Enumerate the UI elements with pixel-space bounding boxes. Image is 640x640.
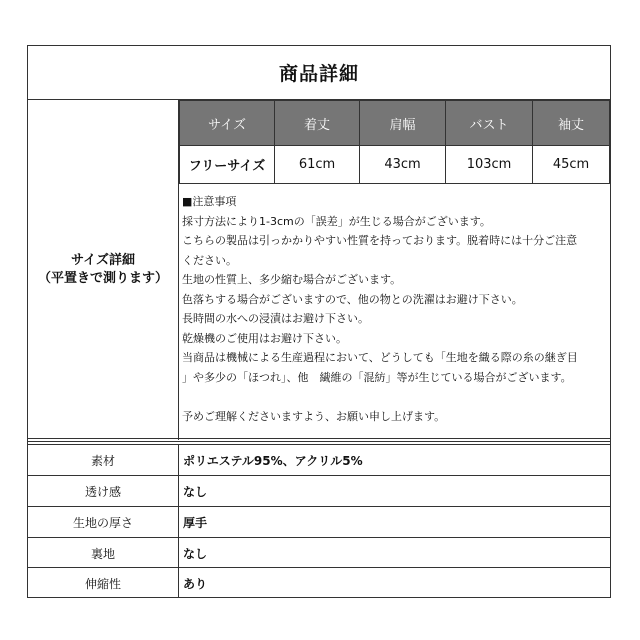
attribute-value: あり: [183, 576, 208, 591]
size-table-cell: 45cm: [533, 146, 610, 184]
attribute-row-thickness: [28, 506, 610, 537]
product-detail-table: [27, 45, 611, 598]
notes-block: [179, 183, 609, 438]
size-table-header: 肩幅: [360, 101, 446, 146]
size-table-header-row: [180, 101, 610, 146]
notes-line: ■注意事項: [182, 195, 237, 208]
size-table-cell: 61cm: [275, 146, 360, 184]
notes-line: 乾燥機のご使用はお避け下さい。: [182, 331, 347, 345]
attribute-key: 透け感: [28, 476, 179, 506]
attribute-value: なし: [183, 546, 208, 561]
size-detail-label-line1: サイズ詳細: [71, 253, 135, 268]
size-table-row: [180, 146, 610, 184]
attribute-key: 生地の厚さ: [28, 507, 179, 537]
attribute-row-lining: [28, 537, 610, 568]
notes-line: こちらの製品は引っかかりやすい性質を持っております。脱着時には十分ご注意: [182, 234, 578, 247]
size-detail-label-line2: （平置きで測ります）: [37, 271, 168, 286]
notes-line: 予めご理解くださいますよう、お願い申し上げます。: [182, 409, 446, 423]
page-title: 商品詳細: [28, 46, 610, 100]
attribute-key: 素材: [28, 445, 179, 475]
notes-line: 色落ちする場合がございますので、他の物との洗濯はお避け下さい。: [182, 292, 523, 306]
attribute-value: なし: [183, 484, 208, 499]
notes-line: 当商品は機械による生産過程において、どうしても「生地を織る際の糸の継ぎ目: [182, 351, 578, 364]
attribute-value: 厚手: [183, 515, 208, 530]
size-table-cell: フリーサイズ: [180, 146, 275, 184]
attribute-key: 伸縮性: [28, 568, 179, 598]
attribute-value: ポリエステル95%、アクリル5%: [183, 453, 363, 468]
divider: [28, 441, 610, 442]
size-table-cell: 103cm: [446, 146, 533, 184]
size-table-header: バスト: [446, 101, 533, 146]
divider: [28, 438, 610, 439]
size-detail-label: [28, 100, 179, 440]
attribute-key: 裏地: [28, 538, 179, 568]
attribute-row-stretch: [28, 567, 610, 598]
notes-spacer: [182, 387, 606, 407]
notes-line: 採寸方法により1-3cmの「誤差」が生じる場合がございます。: [182, 214, 491, 228]
size-table: [179, 100, 610, 184]
notes-line: ください。: [182, 253, 237, 267]
attribute-row-sheerness: [28, 475, 610, 506]
size-table-cell: 43cm: [360, 146, 446, 184]
notes-line: 」や多少の「ほつれ」、他 繊維の「混紡」等が生じている場合がございます。: [182, 370, 572, 384]
notes-line: 生地の性質上、多少縮む場合がございます。: [182, 273, 402, 286]
notes-line: 長時間の水への浸漬はお避け下さい。: [182, 312, 369, 325]
size-table-header: 袖丈: [533, 101, 610, 146]
attribute-row-material: [28, 444, 610, 475]
size-table-header: サイズ: [180, 101, 275, 146]
size-table-header: 着丈: [275, 101, 360, 146]
